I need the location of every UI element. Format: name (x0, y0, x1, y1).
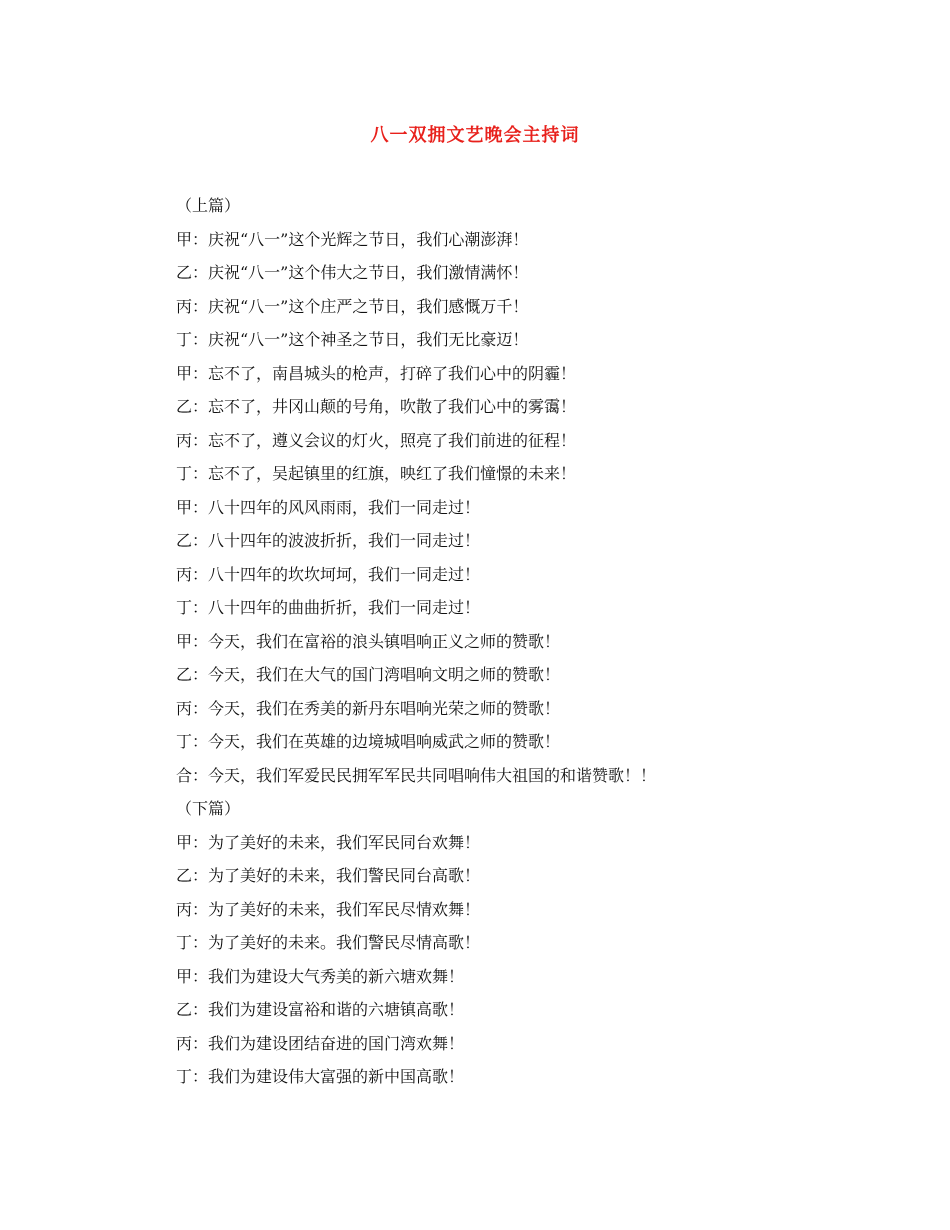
text-line: 甲：我们为建设大气秀美的新六塘欢舞！ (176, 966, 465, 986)
text-line: 丙：为了美好的未来，我们军民尽情欢舞！ (176, 899, 481, 919)
text-line: （上篇） (176, 196, 241, 215)
text-line: 乙：今天，我们在大气的国门湾唱响文明之师的赞歌！ (176, 665, 561, 684)
text-line: 丁：八十四年的曲曲折折，我们一同走过！ (176, 598, 481, 617)
document-body (176, 189, 916, 1094)
text-line: 甲：为了美好的未来，我们军民同台欢舞！ (176, 832, 481, 852)
text-line: 丙：我们为建设团结奋进的国门湾欢舞！ (176, 1033, 465, 1053)
text-line: 丁：为了美好的未来。我们警民尽情高歌！ (176, 933, 481, 952)
text-line: 乙：为了美好的未来，我们警民同台高歌！ (176, 866, 481, 885)
text-line: 丙：忘不了，遵义会议的灯火，照亮了我们前进的征程！ (176, 430, 577, 450)
text-line: 丙：庆祝“八一”这个庄严之节日，我们感慨万千！ (176, 296, 529, 316)
text-line: 丙：八十四年的坎坎坷坷，我们一同走过！ (176, 564, 481, 584)
text-line: 甲：八十四年的风风雨雨，我们一同走过！ (176, 497, 481, 517)
text-line: （下篇） (176, 799, 241, 818)
text-line: 乙：忘不了，井冈山颠的号角，吹散了我们心中的雾霭！ (176, 397, 577, 416)
text-line: 乙：八十四年的波波折折，我们一同走过！ (176, 531, 481, 550)
text-line: 合：今天，我们军爱民民拥军军民共同唱响伟大祖国的和谐赞歌！！ (176, 765, 657, 785)
text-line: 甲：庆祝“八一”这个光辉之节日，我们心潮澎湃！ (176, 229, 529, 249)
text-line: 丙：今天，我们在秀美的新丹东唱响光荣之师的赞歌！ (176, 698, 561, 718)
text-line: 乙：我们为建设富裕和谐的六塘镇高歌！ (176, 1000, 465, 1019)
text-line: 丁：忘不了，吴起镇里的红旗，映红了我们憧憬的未来！ (176, 464, 577, 483)
text-line: 丁：庆祝“八一”这个神圣之节日，我们无比豪迈！ (176, 330, 529, 349)
text-line: 乙：庆祝“八一”这个伟大之节日，我们激情满怀！ (176, 263, 529, 282)
text-line: 甲：忘不了，南昌城头的枪声，打碎了我们心中的阴霾！ (176, 363, 577, 383)
text-line: 丁：我们为建设伟大富强的新中国高歌！ (176, 1067, 465, 1086)
text-line: 甲：今天，我们在富裕的浪头镇唱响正义之师的赞歌！ (176, 631, 561, 651)
document-title: 八一双拥文艺晚会主持词 (370, 125, 580, 146)
text-line: 丁：今天，我们在英雄的边境城唱响威武之师的赞歌！ (176, 732, 561, 751)
